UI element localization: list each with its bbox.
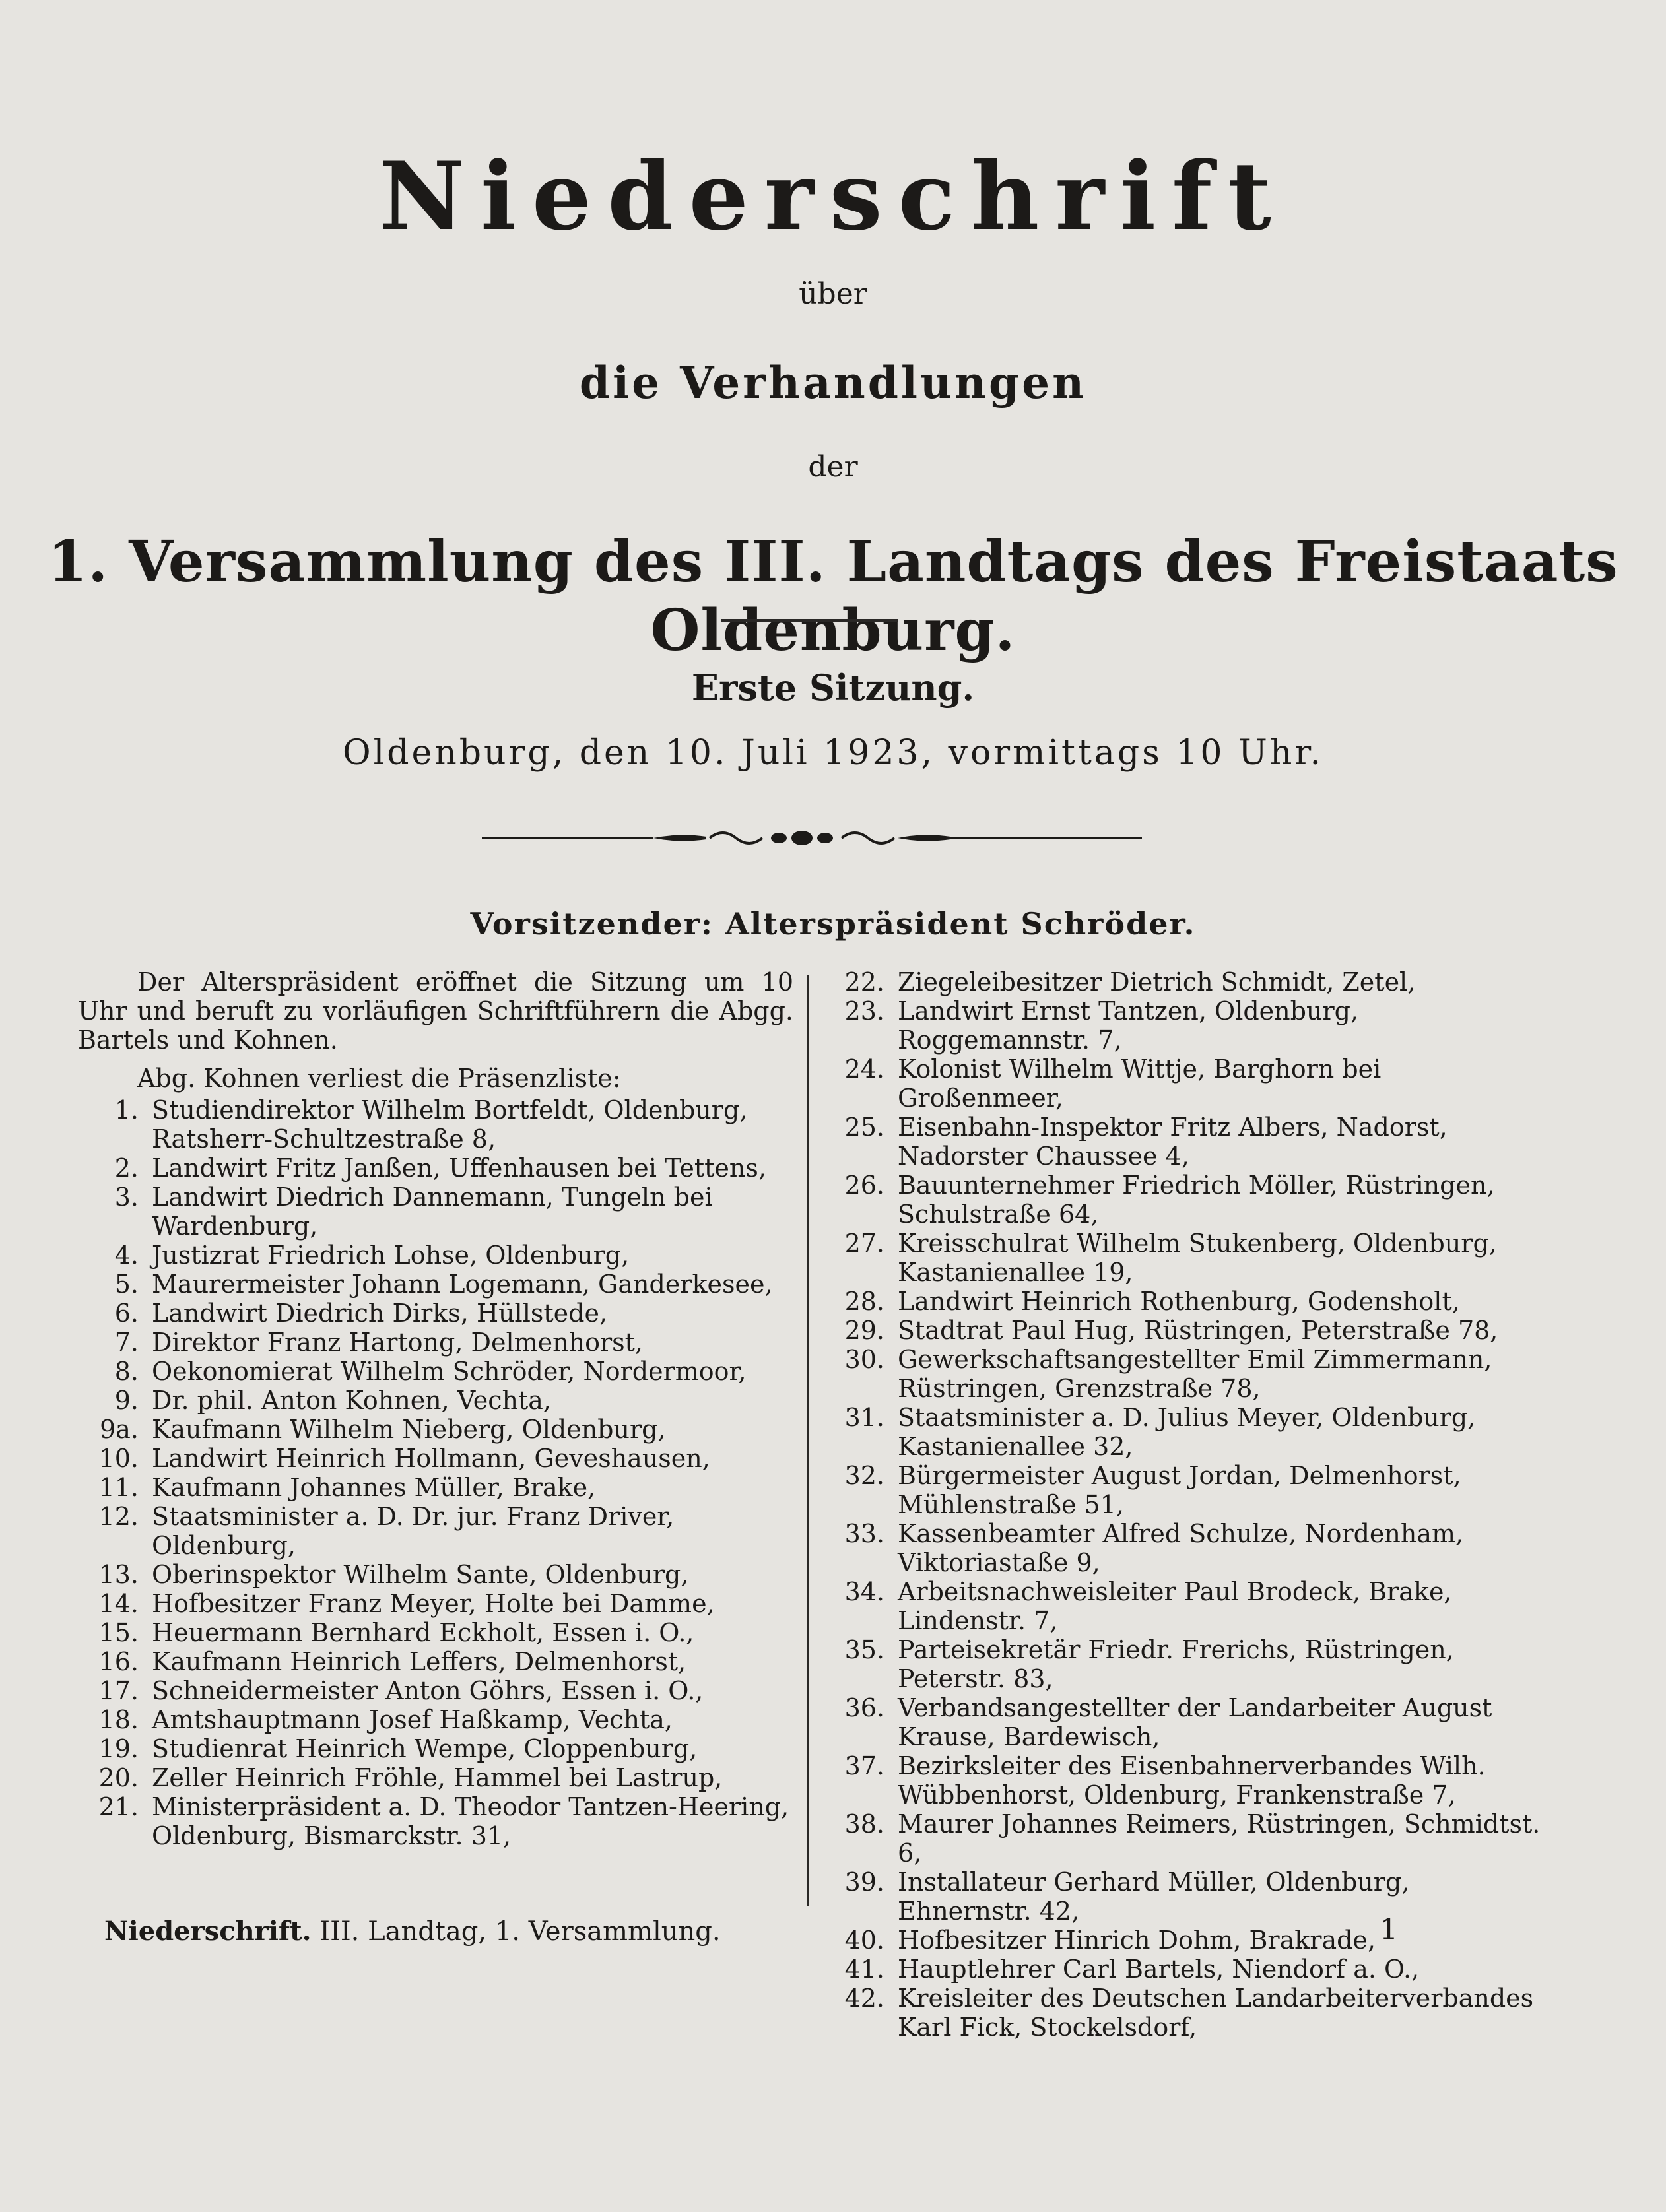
intro-paragraph: Der Alterspräsident eröffnet die Sitzung um 10 Uhr und beruft zu vorläufigen Schriftführern die Abgg. Bartels und Kohnen. <box>78 967 793 1055</box>
assembly-heading: 1. Versammlung des III. Landtags des Freistaats Oldenburg. <box>48 529 1618 664</box>
list-item: 9a. Kaufmann Wilhelm Nieberg, Oldenburg, <box>100 1415 666 1444</box>
list-item: 37. Bezirksleiter des Eisenbahnerverbandes Wilh. Wübbenhorst, Oldenburg, Frankenstraße 7, <box>844 1751 1486 1809</box>
subtitle-der: der <box>808 450 858 484</box>
list-item: 4. Justizrat Friedrich Lohse, Oldenburg, <box>114 1241 630 1270</box>
list-item: 33. Kassenbeamter Alfred Schulze, Nordenham, Viktoriastaße 9, <box>844 1519 1464 1577</box>
list-item: 42. Kreisleiter des Deutschen Landarbeiterverbandes Karl Fick, Stockelsdorf, <box>844 1984 1534 2042</box>
list-item: 3. Landwirt Diedrich Dannemann, Tungeln bei Wardenburg, <box>114 1183 713 1241</box>
list-item: 10. Landwirt Heinrich Hollmann, Geveshausen, <box>98 1444 710 1473</box>
list-item: 36. Verbandsangestellter der Landarbeiter August Krause, Bardewisch, <box>844 1693 1492 1751</box>
list-item: 23. Landwirt Ernst Tantzen, Oldenburg, Roggemannstr. 7, <box>844 996 1359 1055</box>
list-item: 31. Staatsminister a. D. Julius Meyer, Oldenburg, Kastanienallee 32, <box>844 1403 1476 1461</box>
list-item: 11. Kaufmann Johannes Müller, Brake, <box>98 1473 596 1502</box>
footer-title-bold: Niederschrift. <box>104 1916 312 1947</box>
list-item: 12. Staatsminister a. D. Dr. jur. Franz Driver, Oldenburg, <box>98 1502 675 1560</box>
place-date: Oldenburg, den 10. Juli 1923, vormittags 10 Uhr. <box>342 733 1324 773</box>
footer-running-title <box>104 1915 721 1948</box>
list-item: 17. Schneidermeister Anton Göhrs, Essen i. O., <box>98 1676 704 1705</box>
list-item: 41. Hauptlehrer Carl Bartels, Niendorf a. O., <box>844 1955 1420 1984</box>
list-item: 28. Landwirt Heinrich Rothenburg, Godensholt, <box>844 1287 1460 1316</box>
list-item: 14. Hofbesitzer Franz Meyer, Holte bei Damme, <box>98 1589 715 1618</box>
list-item: 26. Bauunternehmer Friedrich Möller, Rüstringen, Schulstraße 64, <box>844 1171 1495 1229</box>
list-item: 13. Oberinspektor Wilhelm Sante, Oldenburg, <box>98 1560 689 1589</box>
right-column <box>824 967 1547 2042</box>
chair-heading: Vorsitzender: Alterspräsident Schröder. <box>470 906 1196 942</box>
list-item: 40. Hofbesitzer Hinrich Dohm, Brakrade, <box>844 1926 1376 1955</box>
subtitle-verhandlungen: die Verhandlungen <box>579 357 1087 408</box>
subtitle-ueber: über <box>799 277 867 311</box>
list-item: 20. Zeller Heinrich Fröhle, Hammel bei Lastrup, <box>98 1763 723 1792</box>
list-item: 38. Maurer Johannes Reimers, Rüstringen, Schmidtst. 6, <box>844 1809 1541 1868</box>
list-item: 21. Ministerpräsident a. D. Theodor Tantzen-Heering, Oldenburg, Bismarckstr. 31, <box>98 1792 789 1850</box>
heading-rule <box>721 619 898 622</box>
list-item: 15. Heuermann Bernhard Eckholt, Essen i. O., <box>98 1618 694 1647</box>
list-item: 25. Eisenbahn-Inspektor Fritz Albers, Nadorst, Nadorster Chaussee 4, <box>844 1113 1448 1171</box>
column-divider <box>807 975 809 1906</box>
left-column <box>78 967 793 1850</box>
list-item: 2. Landwirt Fritz Janßen, Uffenhausen bei Tettens, <box>114 1154 766 1183</box>
list-item: 9. Dr. phil. Anton Kohnen, Vechta, <box>114 1386 552 1415</box>
document-title: Niederschrift <box>379 142 1287 251</box>
list-item: 29. Stadtrat Paul Hug, Rüstringen, Peterstraße 78, <box>844 1316 1498 1345</box>
list-item: 8. Oekonomierat Wilhelm Schröder, Nordermoor, <box>114 1357 747 1386</box>
list-item: 19. Studienrat Heinrich Wempe, Cloppenburg, <box>98 1734 698 1763</box>
list-item: 6. Landwirt Diedrich Dirks, Hüllstede, <box>114 1299 608 1328</box>
list-item: 35. Parteisekretär Friedr. Frerichs, Rüstringen, Peterstr. 83, <box>844 1635 1454 1693</box>
list-item: 22. Ziegeleibesitzer Dietrich Schmidt, Zetel, <box>844 967 1416 996</box>
list-item: 7. Direktor Franz Hartong, Delmenhorst, <box>114 1328 643 1357</box>
page-number: 1 <box>1380 1913 1398 1947</box>
list-item: 5. Maurermeister Johann Logemann, Ganderkesee, <box>114 1270 773 1299</box>
session-heading: Erste Sitzung. <box>691 667 975 709</box>
list-item: 27. Kreisschulrat Wilhelm Stukenberg, Oldenburg, Kastanienallee 19, <box>844 1229 1497 1287</box>
list-item: 39. Installateur Gerhard Müller, Oldenburg, Ehnernstr. 42, <box>844 1868 1410 1926</box>
list-item: 24. Kolonist Wilhelm Wittje, Barghorn bei Großenmeer, <box>844 1055 1382 1113</box>
attendance-intro: Abg. Kohnen verliest die Präsenzliste: <box>137 1064 621 1093</box>
list-item: 16. Kaufmann Heinrich Leffers, Delmenhorst, <box>98 1647 686 1676</box>
list-item: 32. Bürgermeister August Jordan, Delmenhorst, Mühlenstraße 51, <box>844 1461 1461 1519</box>
footer-title-rest: III. Landtag, 1. Versammlung. <box>319 1916 721 1947</box>
list-item: 1. Studiendirektor Wilhelm Bortfeldt, Oldenburg, Ratsherr-Schultzestraße 8, <box>114 1095 748 1154</box>
ornament-divider <box>482 818 1142 858</box>
list-item: 18. Amtshauptmann Josef Haßkamp, Vechta, <box>98 1705 673 1734</box>
list-item: 34. Arbeitsnachweisleiter Paul Brodeck, Brake, Lindenstr. 7, <box>844 1577 1452 1635</box>
list-item: 30. Gewerkschaftsangestellter Emil Zimmermann, Rüstringen, Grenzstraße 78, <box>844 1345 1492 1403</box>
